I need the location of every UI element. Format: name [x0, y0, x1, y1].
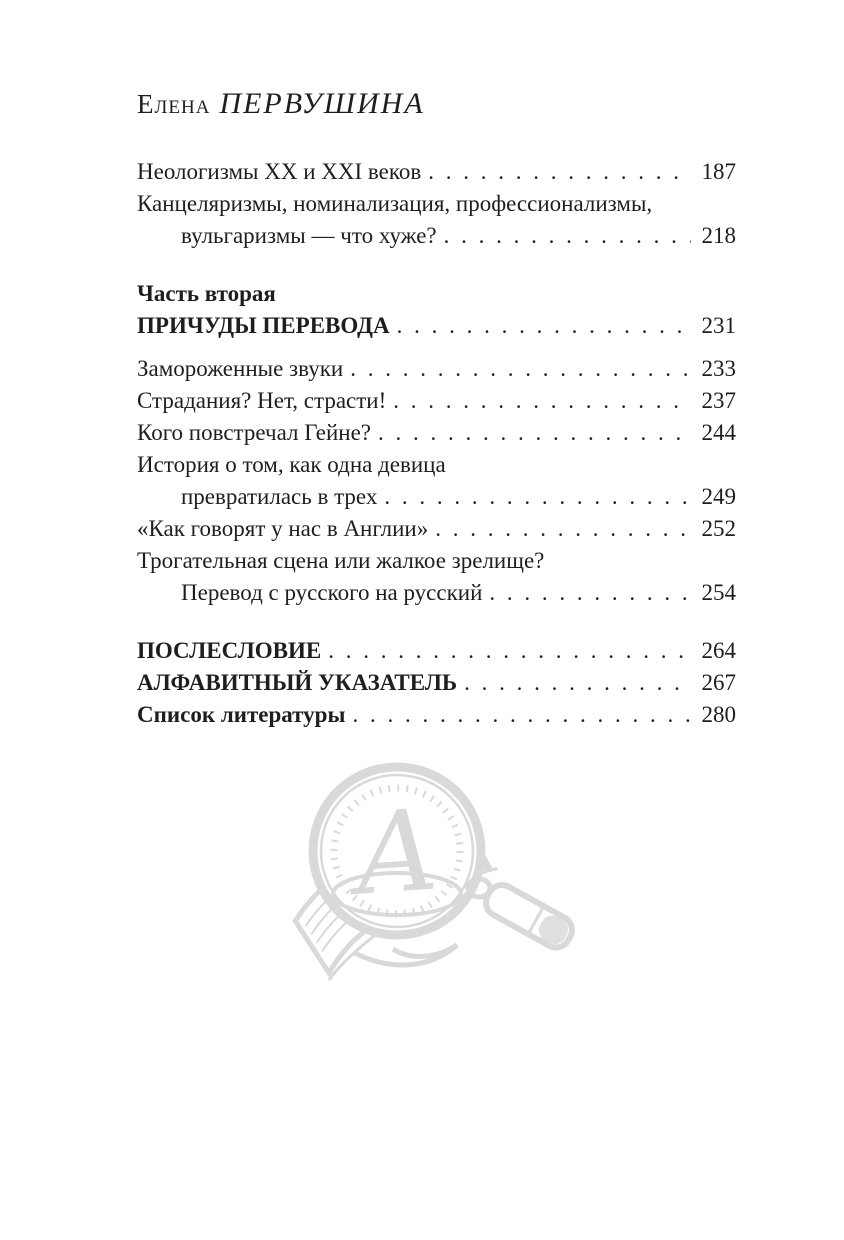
dotted-leader [428, 156, 691, 188]
toc-entry [137, 449, 736, 513]
toc-entry [137, 385, 736, 417]
dotted-leader [397, 310, 691, 342]
toc-entry-title: История о том, как одна девица [137, 452, 446, 477]
author-last-name: ПЕРВУШИНА [219, 87, 425, 120]
toc-entry-title: Кого повстречал Гейне? [137, 420, 372, 445]
toc-entry-line [137, 310, 736, 342]
dotted-leader [378, 417, 691, 449]
toc-entry-title: Трогательная сцена или жалкое зрелище? [137, 548, 545, 573]
toc-page-number: 218 [701, 223, 736, 248]
toc-entry-line [137, 577, 736, 609]
toc-entry [137, 699, 736, 731]
toc-entry-line [137, 220, 736, 252]
toc-entry-line [137, 156, 736, 188]
toc-page-number: 254 [701, 580, 736, 605]
toc-page-number: 187 [701, 159, 736, 184]
dotted-leader [464, 667, 691, 699]
toc-entry-title: ПОСЛЕСЛОВИЕ [137, 638, 322, 663]
toc-entry-line [137, 513, 736, 545]
author-header [137, 0, 736, 120]
toc-entry [137, 353, 736, 385]
toc-entry [137, 310, 736, 342]
toc-entry-title: Неологизмы XX и XXI веков [137, 159, 422, 184]
dotted-leader [435, 513, 691, 545]
toc-entry-title: Часть вторая [137, 281, 276, 306]
toc-page-number: 249 [701, 484, 736, 509]
toc-entry-line [137, 699, 736, 731]
toc-page-number: 267 [701, 670, 736, 695]
toc-entry-line [137, 385, 736, 417]
toc-page-number: 237 [701, 388, 736, 413]
dotted-leader [384, 481, 691, 513]
toc-entry [137, 635, 736, 667]
logo-letter: А [349, 785, 444, 921]
toc-entry-title: Замороженные звуки [137, 356, 344, 381]
dotted-leader [328, 635, 691, 667]
toc-entry-line [137, 667, 736, 699]
toc-entry [137, 188, 736, 252]
toc-entry-line [137, 449, 736, 481]
toc-page-number: 264 [701, 638, 736, 663]
dotted-leader [352, 699, 691, 731]
toc-entry-title: ПРИЧУДЫ ПЕРЕВОДА [137, 313, 390, 338]
toc-list [137, 156, 736, 731]
toc-entry-line [137, 278, 736, 310]
author-first-name: Елена [137, 89, 211, 119]
toc-page-number: 231 [701, 313, 736, 338]
toc-page-number: 244 [701, 420, 736, 445]
page-curl-shape [355, 945, 457, 965]
toc-entry [137, 513, 736, 545]
toc-entry-line [137, 188, 736, 220]
toc-entry-title: АЛФАВИТНЫЙ УКАЗАТЕЛЬ [137, 670, 458, 695]
toc-part-heading [137, 278, 736, 310]
toc-entry [137, 156, 736, 188]
publisher-logo [295, 761, 595, 1006]
toc-entry-line [137, 417, 736, 449]
toc-entry-line [137, 545, 736, 577]
toc-entry-title: вульгаризмы — что хуже? [181, 223, 437, 248]
toc-entry-line [137, 353, 736, 385]
toc-entry-title: Канцеляризмы, номинализация, профессионализмы, [137, 191, 653, 216]
toc-page-number: 233 [701, 356, 736, 381]
toc-entry [137, 667, 736, 699]
toc-entry [137, 545, 736, 609]
toc-page-number: 280 [701, 702, 736, 727]
toc-entry-title: Список литературы [137, 702, 346, 727]
handle-shape [481, 880, 577, 953]
toc-entry-title: «Как говорят у нас в Англии» [137, 516, 429, 541]
dotted-leader [489, 577, 691, 609]
toc-entry [137, 417, 736, 449]
toc-page-number: 252 [701, 516, 736, 541]
magnifier-book-logo-icon [295, 761, 595, 1006]
toc-entry-title: Перевод с русского на русский [181, 580, 483, 605]
toc-entry-title: превратилась в трех [181, 484, 378, 509]
dotted-leader [350, 353, 691, 385]
toc-entry-title: Страдания? Нет, страсти! [137, 388, 387, 413]
toc-entry-line [137, 481, 736, 513]
page-content [137, 0, 736, 1006]
dotted-leader [393, 385, 691, 417]
dotted-leader [444, 220, 691, 252]
toc-entry-line [137, 635, 736, 667]
